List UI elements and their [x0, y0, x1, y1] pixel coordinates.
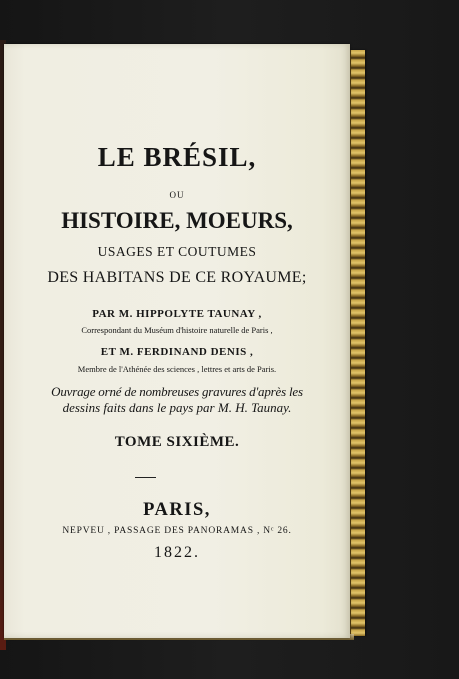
illustration-note-line-2: dessins faits dans le pays par M. H. Taunay.: [62, 400, 292, 415]
gilt-page-edge: [350, 50, 365, 636]
subtitle-line-1: HISTOIRE, MOEURS,: [61, 208, 293, 233]
author-taunay: PAR M. HIPPOLYTE TAUNAY ,: [92, 308, 262, 320]
subtitle-line-2: USAGES ET COUTUMES: [97, 244, 257, 259]
subtitle-line-3: DES HABITANS DE CE ROYAUME;: [47, 269, 307, 286]
affiliation-denis: Membre de l'Athénée des sciences , lettres et arts de Paris.: [77, 364, 277, 374]
author-denis: ET M. FERDINAND DENIS ,: [100, 346, 254, 358]
book-title: LE BRÉSIL,: [97, 142, 257, 172]
illustration-note-line-1: Ouvrage orné de nombreuses gravures d'après les: [51, 384, 303, 399]
publication-city: PARIS,: [143, 500, 211, 520]
affiliation-taunay: Correspondant du Muséum d'histoire naturelle de Paris ,: [81, 325, 273, 335]
divider-rule: [135, 477, 156, 478]
title-page: [4, 44, 350, 638]
publication-year: 1822.: [154, 544, 200, 561]
conjunction-ou: OU: [169, 190, 185, 200]
publisher-address: NEPVEU , PASSAGE DES PANORAMAS , Nᶜ 26.: [62, 526, 292, 536]
volume-number: TOME SIXIÈME.: [114, 434, 240, 450]
